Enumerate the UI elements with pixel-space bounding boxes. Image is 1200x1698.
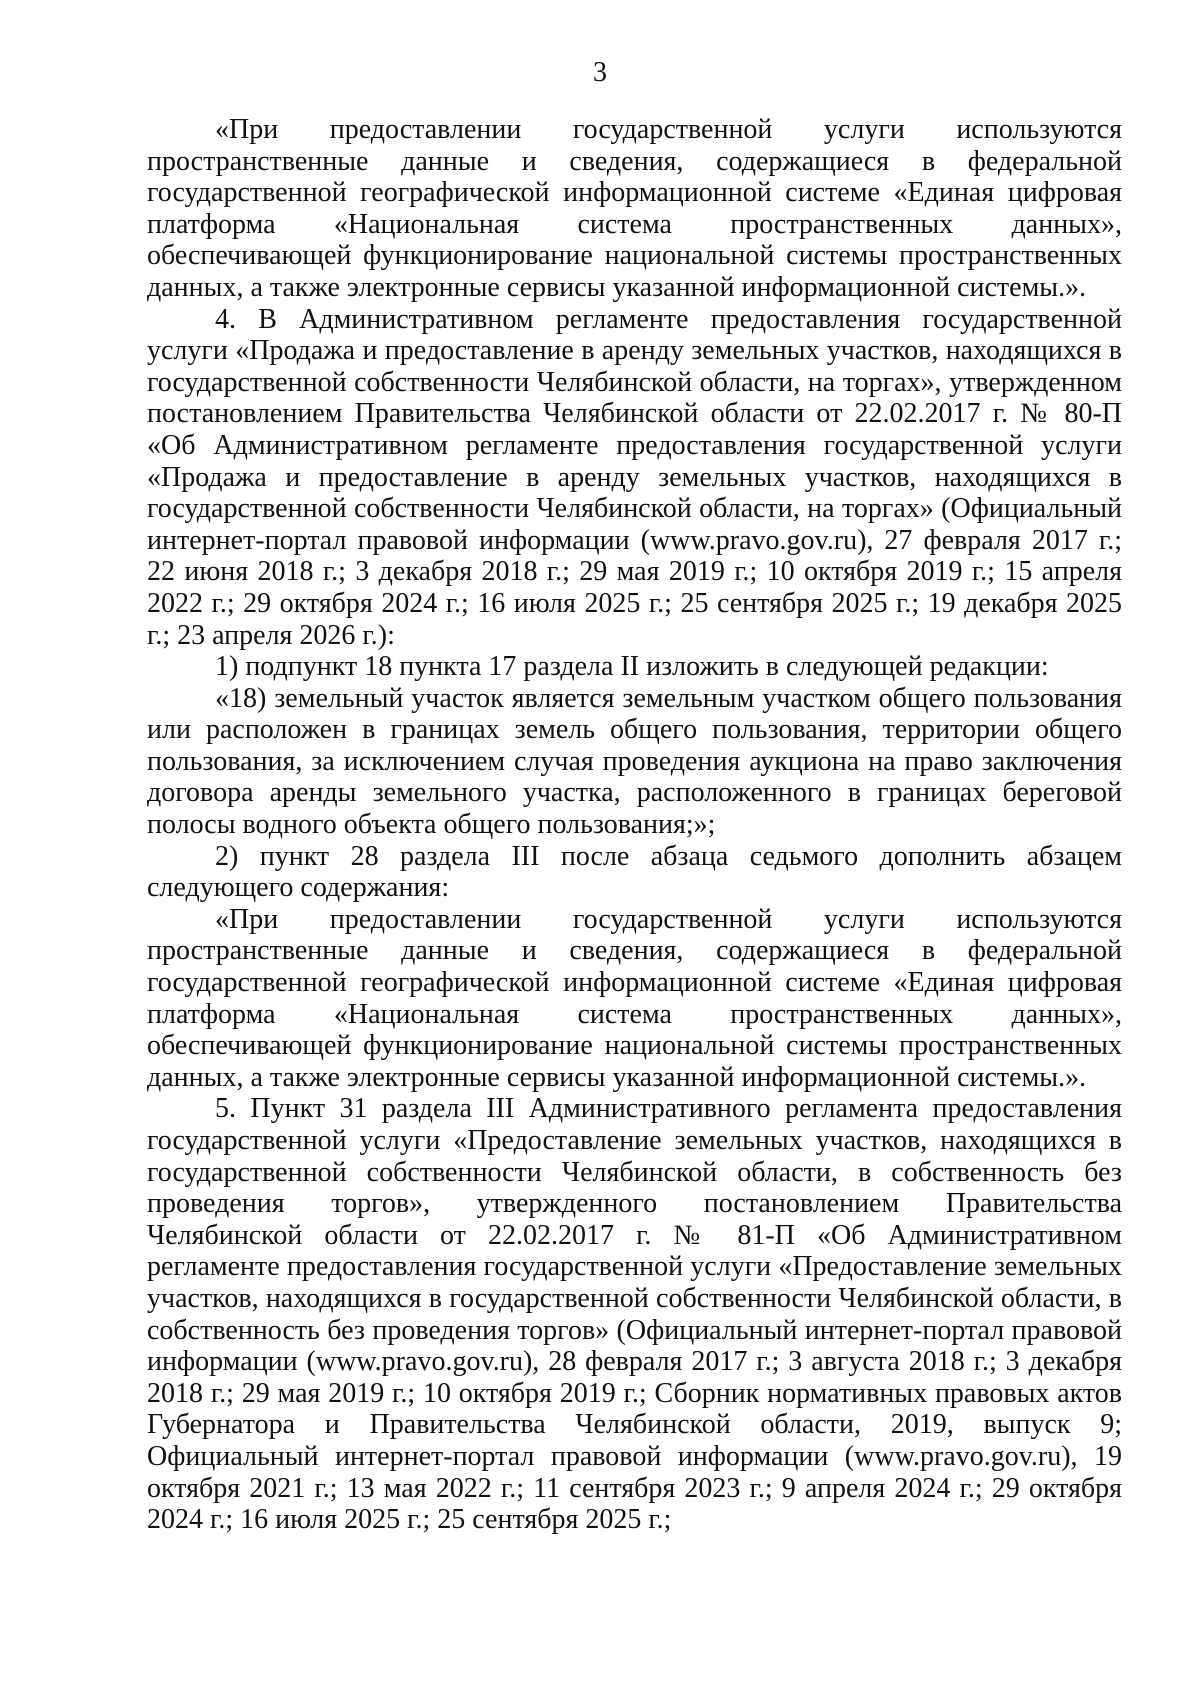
document-body: [147, 114, 1122, 1536]
paragraph-quote-subitem-18: «18) земельный участок является земельным участком общего пользования или расположен в границах земель общего пользования, территории общего пользования, за исключением случая проведения аукциона на право заключения договора аренды земельного участка, расположенного в границах береговой полосы водного объекта общего пользования;»;: [147, 682, 1122, 841]
page-number: 3: [593, 57, 607, 88]
paragraph-item-4: 4. В Административном регламенте предоставления государственной услуги «Продажа и предоставление в аренду земельных участков, находящихся в государственной собственности Челябинской области, на торгах», утвержденном постановлением Правительства Челябинской области от 22.02.2017 г. № 80-П «Об Административном регламенте предоставления государственной услуги «Продажа и предоставление в аренду земельных участков, находящихся в государственной собственности Челябинской области, на торгах» (Официальный интернет-портал правовой информации (www.pravo.gov.ru), 27 февраля 2017 г.; 22 июня 2018 г.; 3 декабря 2018 г.; 29 мая 2019 г.; 10 октября 2019 г.; 15 апреля 2022 г.; 29 октября 2024 г.; 16 июля 2025 г.; 25 сентября 2025 г.; 19 декабря 2025 г.; 23 апреля 2026 г.):: [147, 303, 1122, 651]
paragraph-subitem-2: 2) пункт 28 раздела III после абзаца седьмого дополнить абзацем следующего содержания:: [147, 840, 1122, 904]
paragraph-quote-spatial-data-2: «При предоставлении государственной услуги используются пространственные данные и сведения, содержащиеся в федеральной государственной географической информационной системе «Единая цифровая платформа «Национальная система пространственных данных», обеспечивающей функционирование национальной системы пространственных данных, а также электронные сервисы указанной информационной системы.».: [147, 903, 1122, 1093]
paragraph-quote-spatial-data-1: «При предоставлении государственной услуги используются пространственные данные и сведения, содержащиеся в федеральной государственной географической информационной системе «Единая цифровая платформа «Национальная система пространственных данных», обеспечивающей функционирование национальной системы пространственных данных, а также электронные сервисы указанной информационной системы.».: [147, 114, 1122, 303]
paragraph-item-5: 5. Пункт 31 раздела III Административного регламента предоставления государственной услуги «Предоставление земельных участков, находящихся в государственной собственности Челябинской области, в собственность без проведения торгов», утвержденного постановлением Правительства Челябинской области от 22.02.2017 г. № 81-П «Об Административном регламенте предоставления государственной услуги «Предоставление земельных участков, находящихся в государственной собственности Челябинской области, в собственность без проведения торгов» (Официальный интернет-портал правовой информации (www.pravo.gov.ru), 28 февраля 2017 г.; 3 августа 2018 г.; 3 декабря 2018 г.; 29 мая 2019 г.; 10 октября 2019 г.; Сборник нормативных правовых актов Губернатора и Правительства Челябинской области, 2019, выпуск 9; Официальный интернет-портал правовой информации (www.pravo.gov.ru), 19 октября 2021 г.; 13 мая 2022 г.; 11 сентября 2023 г.; 9 апреля 2024 г.; 29 октября 2024 г.; 16 июля 2025 г.; 25 сентября 2025 г.;: [147, 1093, 1122, 1536]
paragraph-subitem-1: 1) подпункт 18 пункта 17 раздела II изложить в следующей редакции:: [215, 651, 1049, 683]
